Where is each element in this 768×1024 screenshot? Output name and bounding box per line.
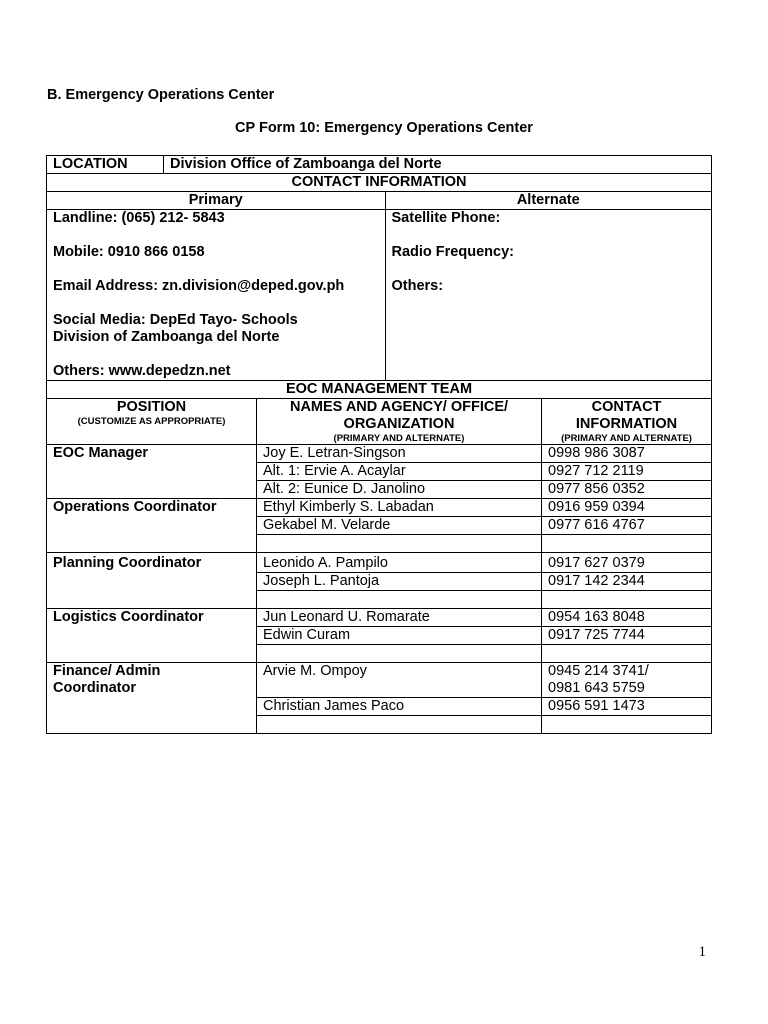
member-contact: 0977 856 0352 (542, 481, 712, 499)
member-name: Leonido A. Pampilo (257, 553, 542, 573)
alternate-others: Others: (391, 278, 444, 294)
position-logistics-coordinator: Logistics Coordinator (47, 609, 257, 663)
member-contact: 0927 712 2119 (542, 463, 712, 481)
empty-name-cell (257, 645, 542, 663)
member-name: Alt. 1: Ervie A. Acaylar (257, 463, 542, 481)
page-number: 1 (698, 944, 706, 960)
email-address: Email Address: zn.division@deped.gov.ph (53, 278, 345, 294)
primary-header: Primary (47, 192, 385, 210)
empty-name-cell (257, 716, 542, 734)
eoc-form-table (46, 155, 712, 734)
member-contact: 0917 725 7744 (542, 627, 712, 645)
empty-name-cell (257, 591, 542, 609)
empty-contact-cell (542, 591, 712, 609)
member-name: Christian James Paco (257, 698, 542, 716)
col-names-note: (PRIMARY AND ALTERNATE) (333, 433, 465, 444)
member-contact: 0917 142 2344 (542, 573, 712, 591)
primary-contacts (47, 210, 385, 381)
member-contact: 0977 616 4767 (542, 517, 712, 535)
mobile: Mobile: 0910 866 0158 (53, 244, 205, 260)
member-name: Gekabel M. Velarde (257, 517, 542, 535)
table-row (47, 609, 712, 627)
member-contact: 0917 627 0379 (542, 553, 712, 573)
empty-contact-cell (542, 645, 712, 663)
social-media-cont: Division of Zamboanga del Norte (53, 329, 280, 345)
member-name: Ethyl Kimberly S. Labadan (257, 499, 542, 517)
form-title: CP Form 10: Emergency Operations Center (235, 120, 533, 136)
member-name: Joy E. Letran-Singson (257, 445, 542, 463)
position-planning-coordinator: Planning Coordinator (47, 553, 257, 609)
position-finance-admin-coordinator: Finance/ Admin Coordinator (47, 663, 257, 734)
member-name: Alt. 2: Eunice D. Janolino (257, 481, 542, 499)
member-contact: 0945 214 3741/ 0981 643 5759 (542, 663, 712, 698)
member-name: Arvie M. Ompoy (257, 663, 542, 698)
member-contact: 0956 591 1473 (542, 698, 712, 716)
empty-contact-cell (542, 716, 712, 734)
landline: Landline: (065) 212- 5843 (53, 210, 225, 226)
alternate-header: Alternate (385, 192, 711, 210)
member-name: Jun Leonard U. Romarate (257, 609, 542, 627)
location-value: Division Office of Zamboanga del Norte (164, 156, 712, 174)
member-contact: 0954 163 8048 (542, 609, 712, 627)
member-contact: 0998 986 3087 (542, 445, 712, 463)
contact-info-header: CONTACT INFORMATION (47, 174, 712, 192)
col-names: NAMES AND AGENCY/ OFFICE/ ORGANIZATION (PRIMARY AND ALTERNATE) (257, 399, 542, 445)
eoc-column-headers (47, 399, 712, 445)
col-contact-note: (PRIMARY AND ALTERNATE) (561, 433, 692, 444)
empty-name-cell (257, 535, 542, 553)
table-row (47, 663, 712, 698)
member-contact: 0916 959 0394 (542, 499, 712, 517)
member-name: Edwin Curam (257, 627, 542, 645)
col-contact: CONTACT INFORMATION (PRIMARY AND ALTERNATE) (542, 399, 712, 445)
section-title: B. Emergency Operations Center (47, 87, 275, 103)
col-position-note: (CUSTOMIZE AS APPROPRIATE) (77, 416, 226, 427)
social-media: Social Media: DepEd Tayo- Schools (53, 312, 298, 328)
col-position: POSITION (CUSTOMIZE AS APPROPRIATE) (47, 399, 257, 445)
member-name: Joseph L. Pantoja (257, 573, 542, 591)
position-operations-coordinator: Operations Coordinator (47, 499, 257, 553)
position-eoc-manager: EOC Manager (47, 445, 257, 499)
satellite-phone: Satellite Phone: (391, 210, 501, 226)
eoc-team-header: EOC MANAGEMENT TEAM (47, 381, 712, 399)
table-row (47, 553, 712, 573)
location-row (47, 156, 712, 174)
others-website: Others: www.depedzn.net (53, 363, 231, 379)
radio-frequency: Radio Frequency: (391, 244, 514, 260)
alternate-contacts (385, 210, 711, 381)
table-row (47, 445, 712, 463)
empty-contact-cell (542, 535, 712, 553)
table-row (47, 499, 712, 517)
location-label: LOCATION (47, 156, 164, 174)
